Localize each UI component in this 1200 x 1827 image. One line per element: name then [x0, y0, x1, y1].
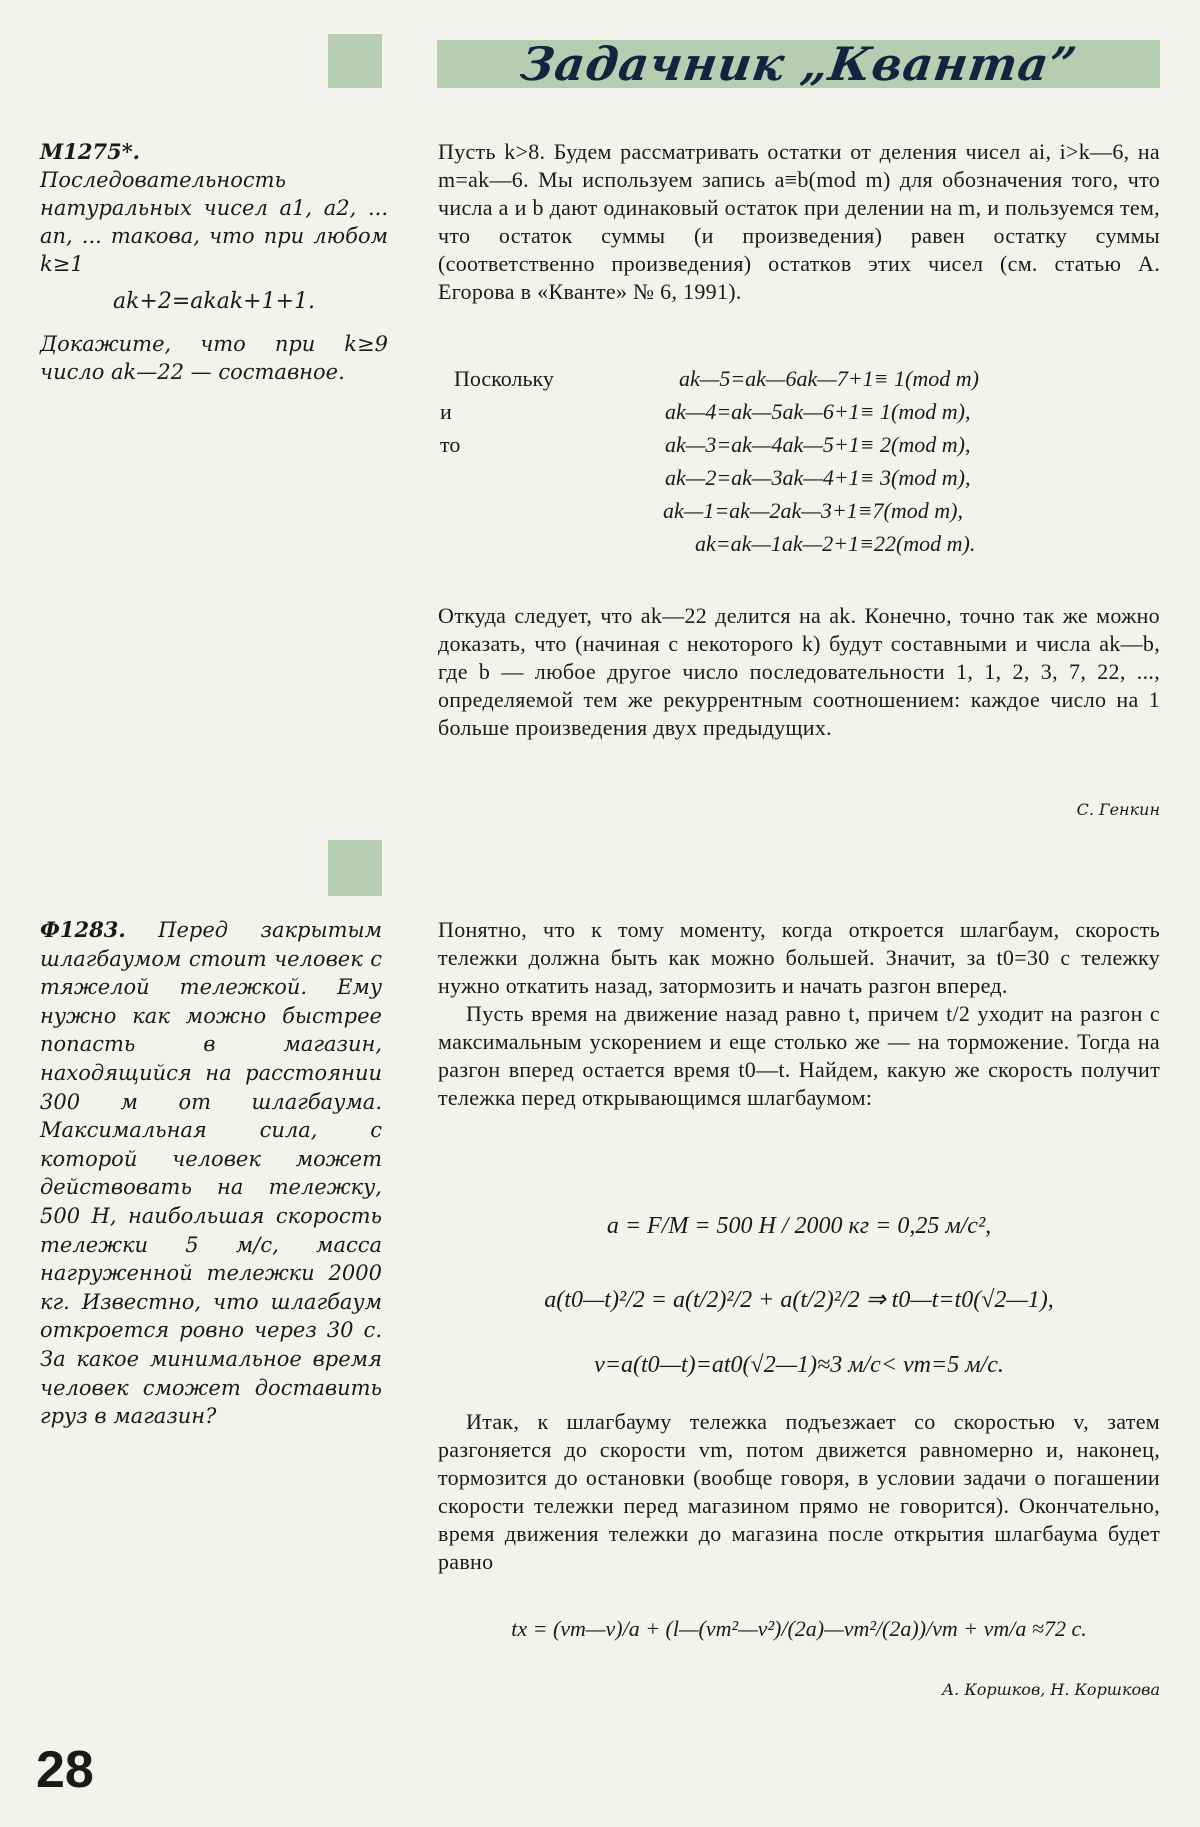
problem-number: Ф1283.: [40, 917, 126, 942]
solution-paragraph: Пусть k>8. Будем рассматривать остатки от деления чисел ai, i>k—6, на m=ak—6. Мы используем запись a≡b(mod m) для обозначения того, что числа a и b дают одинаковый остаток при делении на m, и пользуемся тем, что остаток суммы (и произведения) равен остатку суммы (соответственно произведения) остатков этих чисел (см. статью А. Егорова в «Кванте» № 6, 1991).: [438, 139, 1160, 304]
formula-velocity: v=a(t0—t)=at0(√2—1)≈3 м/с< vm=5 м/с.: [594, 1352, 1004, 1378]
solution-m1275: [438, 138, 1160, 306]
math-row-label: Поскольку: [454, 365, 554, 391]
problem-text: Перед закрытым шлагбаумом стоит человек с тяжелой тележкой. Ему нужно как можно быстрее попасть в магазин, находящийся на расстоянии 300 м от шлагбаума. Максимальная сила, с которой человек может действовать на тележку, 500 Н, наибольшая скорость тележки 5 м/с, масса нагруженной тележки 2000 кг. Известно, что шлагбаум откроется ровно через 30 с. За какое минимальное время человек сможет доставить груз в магазин?: [40, 918, 382, 1429]
math-row: [440, 461, 1160, 494]
math-row: [440, 395, 1160, 428]
solution-m1275-conclusion: [438, 602, 1160, 742]
math-row: [440, 527, 1160, 560]
header-bar: [437, 37, 1160, 91]
math-row: [440, 428, 1160, 461]
math-row-equation: ak=ak—1ak—2+1≡22(mod m).: [695, 530, 976, 556]
problem-m1275: [40, 138, 388, 386]
math-block: [440, 362, 1160, 560]
solution-paragraph: Откуда следует, что ak—22 делится на ak. Конечно, точно так же можно доказать, что (начиная с некоторого k) будут составными и числа ak—b, где b — любое другое число последовательности 1, 1, 2, 3, 7, 22, ..., определяемой тем же рекуррентным соотношением: каждое число на 1 больше произведения двух предыдущих.: [438, 603, 1160, 740]
section-title: Задачник „Кванта”: [516, 37, 1081, 91]
math-row: [440, 362, 1160, 395]
math-row-equation: ak—5=ak—6ak—7+1≡ 1(mod m): [679, 365, 979, 391]
page-number: 28: [36, 1741, 94, 1799]
formula-acceleration: a = F/M = 500 Н / 2000 кг = 0,25 м/с²,: [606, 1213, 992, 1239]
problem-f1283: [40, 916, 382, 1431]
math-row-label: то: [440, 431, 461, 457]
math-row: [440, 494, 1160, 527]
math-row-equation: ak—2=ak—3ak—4+1≡ 3(mod m),: [665, 464, 971, 490]
author-signature: А. Коршков, Н. Коршкова: [942, 1680, 1160, 1699]
solution-f1283-conclusion: [438, 1408, 1160, 1576]
section-square: [328, 840, 382, 896]
solution-paragraph: Пусть время на движение назад равно t, причем t/2 уходит на разгон с максимальным ускорением и еще столько же — на торможение. Тогда на разгон вперед остается время t0—t. Найдем, какую же скорость получит тележка перед открывающимся шлагбаумом:: [438, 1001, 1160, 1110]
math-row-equation: ak—4=ak—5ak—6+1≡ 1(mod m),: [665, 398, 971, 424]
solution-paragraph: Итак, к шлагбауму тележка подъезжает со скоростью v, затем разгоняется до скорости vm, потом движется равномерно и, наконец, тормозится до остановки (вообще говоря, в условии задачи о погашении скорости тележки перед магазином прямо не говорится). Окончательно, время движения тележки до магазина после открытия шлагбаума будет равно: [438, 1409, 1160, 1574]
problem-task: Докажите, что при k≥9 число ak—22 — составное.: [40, 332, 388, 384]
math-row-label: и: [440, 398, 452, 424]
solution-f1283: [438, 916, 1160, 1112]
header-square: [328, 34, 382, 88]
math-row-equation: ak—3=ak—4ak—5+1≡ 2(mod m),: [665, 431, 971, 457]
formula-total-time: tx = (vm—v)/a + (l—(vm²—v²)/(2a)—vm²/(2a))/vm + vm/a ≈72 с.: [511, 1616, 1087, 1641]
formula-time: a(t0—t)²/2 = a(t/2)²/2 + a(t/2)²/2 ⇒ t0—t=t0(√2—1),: [544, 1287, 1054, 1313]
author-signature: С. Генкин: [1076, 800, 1160, 819]
problem-text: Последовательность натуральных чисел a1, a2, ... an, ... такова, что при любом k≥1: [40, 168, 388, 276]
problem-number: М1275*.: [40, 139, 140, 164]
solution-paragraph: Понятно, что к тому моменту, когда откроется шлагбаум, скорость тележки должна быть как можно большей. Значит, за t0=30 с тележку нужно откатить назад, затормозить и начать разгон вперед.: [438, 917, 1160, 998]
problem-formula: ak+2=akak+1+1.: [112, 289, 316, 314]
math-row-equation: ak—1=ak—2ak—3+1≡7(mod m),: [663, 497, 963, 523]
